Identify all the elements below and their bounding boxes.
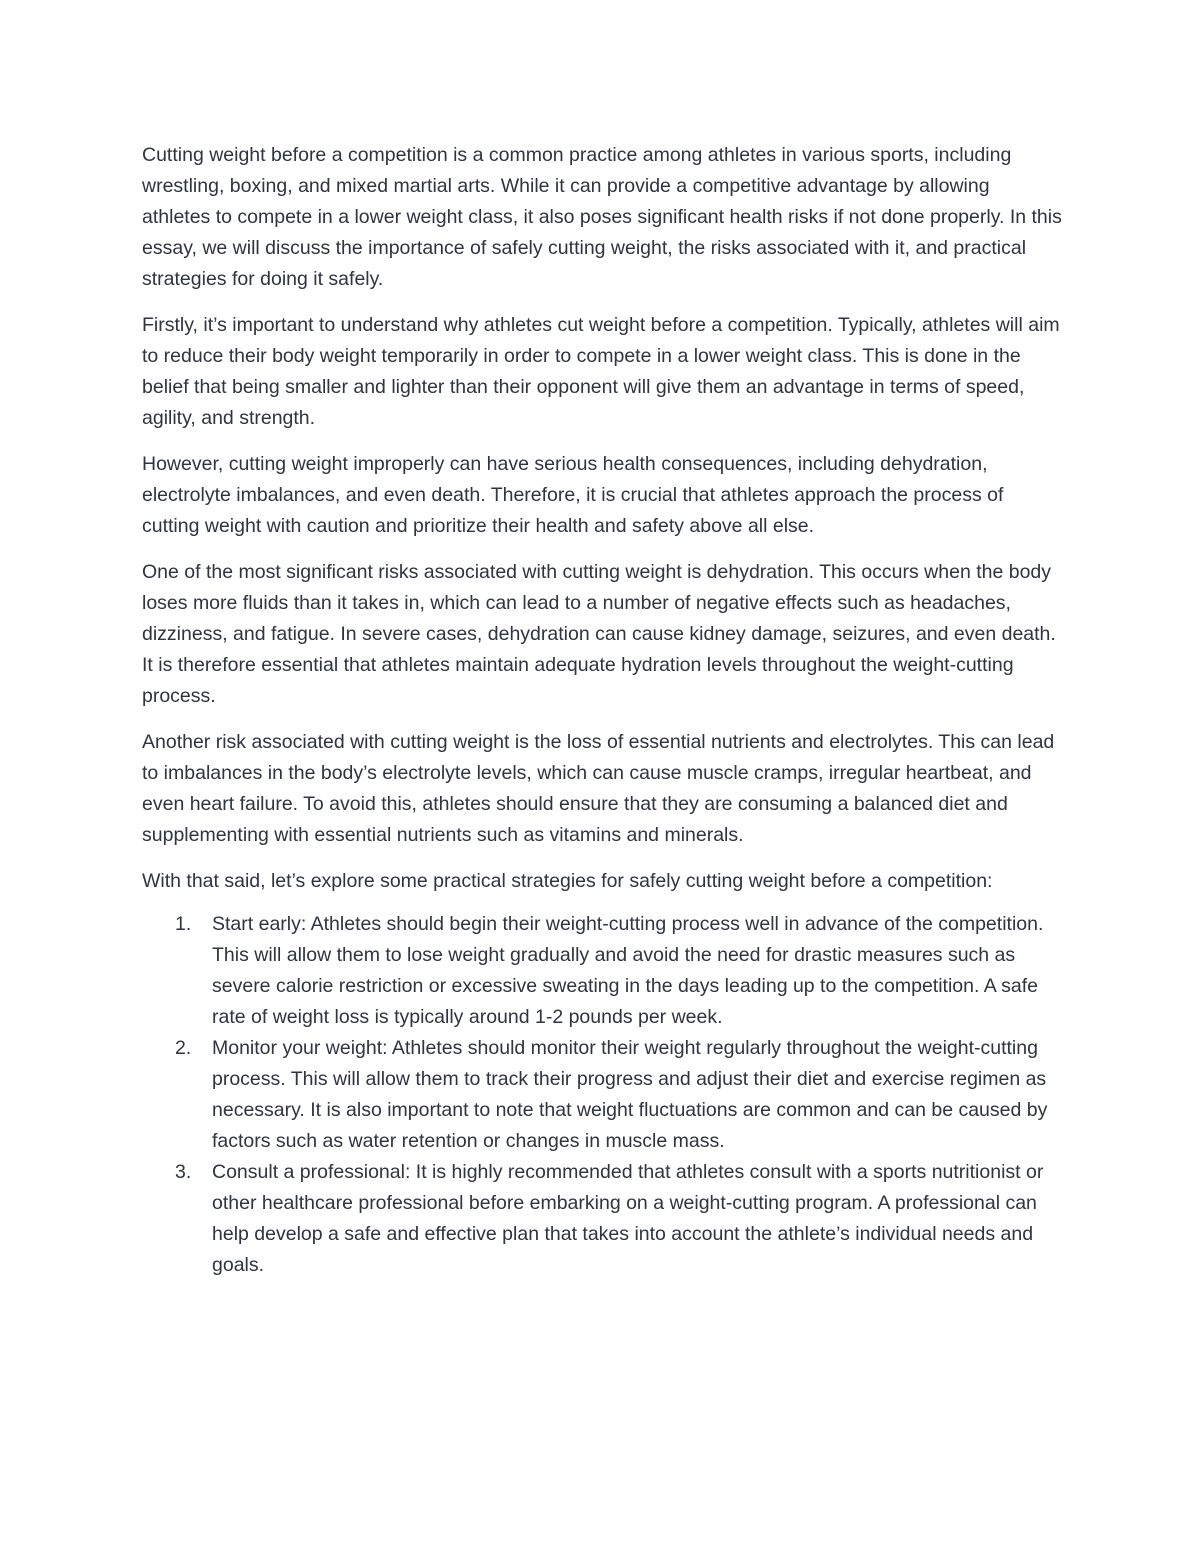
- list-item-number: 1.: [175, 913, 192, 935]
- paragraph-intro: Cutting weight before a competition is a common practice among athletes in various sports, including wrestling, boxing, and mixed martial arts. While it can provide a competitive advantage by allowing athletes to compete in a lower weight class, it also poses significant health risks if not done properly. In this essay, we will discuss the importance of safely cutting weight, the risks associated with it, and practical strategies for doing it safely.: [142, 144, 1062, 290]
- list-item-text: Monitor your weight: Athletes should monitor their weight regularly throughout the weight-cutting process. This will allow them to track their progress and adjust their diet and exercise regimen as necessary. It is also important to note that weight fluctuations are common and can be caused by factors such as water retention or changes in muscle mass.: [212, 1037, 1048, 1152]
- list-item: [142, 1033, 1062, 1157]
- paragraph-strategies-intro: With that said, let’s explore some practical strategies for safely cutting weight before a competition:: [142, 870, 993, 892]
- list-item: [142, 1157, 1062, 1281]
- list-item-text: Start early: Athletes should begin their weight-cutting process well in advance of the competition. This will allow them to lose weight gradually and avoid the need for drastic measures such as severe calorie restriction or excessive sweating in the days leading up to the competition. A safe rate of weight loss is typically around 1-2 pounds per week.: [212, 913, 1044, 1028]
- paragraph-consequences: However, cutting weight improperly can have serious health consequences, including dehydration, electrolyte imbalances, and even death. Therefore, it is crucial that athletes approach the process of cutting weight with caution and prioritize their health and safety above all else.: [142, 453, 1004, 537]
- list-item: [142, 909, 1062, 1033]
- paragraph-why-cut: Firstly, it’s important to understand why athletes cut weight before a competition. Typically, athletes will aim to reduce their body weight temporarily in order to compete in a lower weight class. This is done in the belief that being smaller and lighter than their opponent will give them an advantage in terms of speed, agility, and strength.: [142, 314, 1060, 429]
- document-body: [142, 140, 1062, 1281]
- paragraph-dehydration: One of the most significant risks associated with cutting weight is dehydration. This occurs when the body loses more fluids than it takes in, which can lead to a number of negative effects such as headaches, dizziness, and fatigue. In severe cases, dehydration can cause kidney damage, seizures, and even death. It is therefore essential that athletes maintain adequate hydration levels throughout the weight-cutting process.: [142, 561, 1056, 707]
- list-item-number: 3.: [175, 1161, 192, 1183]
- paragraph-nutrients: Another risk associated with cutting weight is the loss of essential nutrients and electrolytes. This can lead to imbalances in the body’s electrolyte levels, which can cause muscle cramps, irregular heartbeat, and even heart failure. To avoid this, athletes should ensure that they are consuming a balanced diet and supplementing with essential nutrients such as vitamins and minerals.: [142, 731, 1055, 846]
- list-item-number: 2.: [175, 1037, 192, 1059]
- strategies-list: [142, 909, 1062, 1281]
- list-item-text: Consult a professional: It is highly recommended that athletes consult with a sports nutritionist or other healthcare professional before embarking on a weight-cutting program. A professional can help develop a safe and effective plan that takes into account the athlete’s individual needs and goals.: [212, 1161, 1044, 1276]
